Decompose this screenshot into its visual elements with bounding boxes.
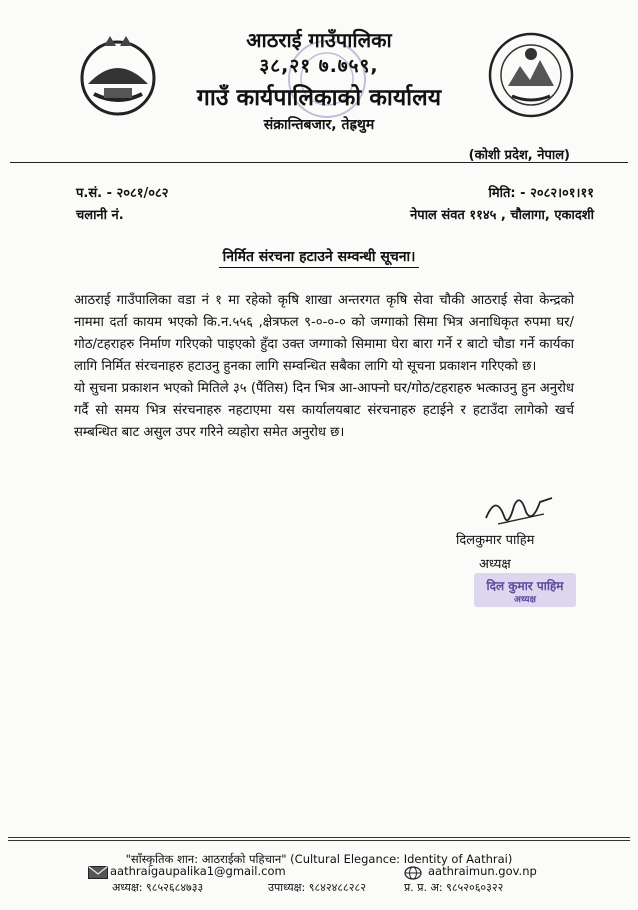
nepal-samvat-date: नेपाल संवत ११४५ , चौलागा, एकादशी bbox=[410, 208, 594, 223]
seal-name: दिल कुमार पाहिम bbox=[486, 579, 564, 593]
signatory-title: अध्यक्ष bbox=[479, 557, 511, 572]
signatory-name: दिलकुमार पाहिम bbox=[456, 533, 535, 548]
body-paragraph-1: आठराई गाउँपालिका वडा नं १ मा रहेको कृषि शाखा अन्तरगत कृषि सेवा चौकी आठराई सेवा केन्द्रको नाममा दर्ता कायम भएको कि.न.५५६ ,क्षेत्रफल ९-०-०-० को जग्गाको सिमा भित्र अनाधिकृत रुपमा घर/गोठ/टहराहरु निर्माण गरिएको पाइएको हुँदा उक्त जग्गाको सिमामा घेरा बारा गर्ने र बाटो चौडा गर्ने कार्यका लागि निर्मित संरचनाहरु हटाउनु हुनका लागि सम्वन्धित सबैका लागि यो सूचना प्रकाशन गरिएको छ। bbox=[74, 293, 574, 374]
mail-icon bbox=[88, 866, 108, 879]
header-divider bbox=[10, 162, 628, 163]
globe-icon bbox=[404, 866, 422, 880]
footer-email[interactable]: aathraigaupalika1@gmail.com bbox=[110, 864, 286, 878]
notice-body bbox=[74, 290, 574, 444]
notice-subject bbox=[0, 247, 638, 266]
cao-phone: प्र. प्र. अ: ९८५२०६०३२२ bbox=[404, 881, 504, 894]
seal-title: अध्यक्ष bbox=[514, 595, 536, 605]
footer-divider bbox=[8, 837, 630, 838]
footer-tagline: "साँस्कृतिक शान: आठराईको पहिचान" (Cultural Elegance: Identity of Aathrai) bbox=[125, 852, 513, 866]
signature-scribble bbox=[478, 488, 558, 532]
reference-number: प.सं. - २०८१/०८२ bbox=[76, 186, 169, 201]
date-line: मिति: - २०८२।०१।११ bbox=[488, 186, 594, 201]
vice-chair-phone: उपाध्यक्ष: ९८४२४८८२८२ bbox=[268, 881, 366, 894]
province-line: (कोशी प्रदेश, नेपाल) bbox=[468, 148, 570, 163]
body-paragraph-2: यो सुचना प्रकाशन भएको मितिले ३५ (पैंतिस) दिन भित्र आ-आफ्नो घर/गोठ/टहराहरु भत्काउनु हुन अनुरोध गर्दै सो समय भित्र संरचनाहरु नहटाएमा यस कार्यालयबाट संरचनाहरु हटाईने र हटाउँदा लागेको खर्च सम्बन्धित बाट असुल उपर गरिने व्यहोरा समेत अनुरोध छ। bbox=[74, 381, 574, 440]
office-address: संक्रान्तिबजार, तेह्रथुम bbox=[263, 117, 375, 133]
subject-text: निर्मित संरचना हटाउने सम्वन्धी सूचना। bbox=[219, 249, 420, 268]
chair-phone: अध्यक्ष: ९८५२६८४७३३ bbox=[112, 881, 204, 894]
office-name: गाउँ कार्यपालिकाको कार्यालय bbox=[196, 85, 442, 111]
municipality-name: आठराई गाउँपालिका bbox=[246, 28, 392, 52]
established-line: ३८,२१ ७.७५९, bbox=[259, 55, 379, 77]
name-seal bbox=[474, 573, 576, 607]
footer-website[interactable]: aathraimun.gov.np bbox=[428, 864, 537, 878]
footer-divider-2 bbox=[8, 840, 630, 841]
dispatch-number: चलानी नं. bbox=[76, 208, 124, 223]
